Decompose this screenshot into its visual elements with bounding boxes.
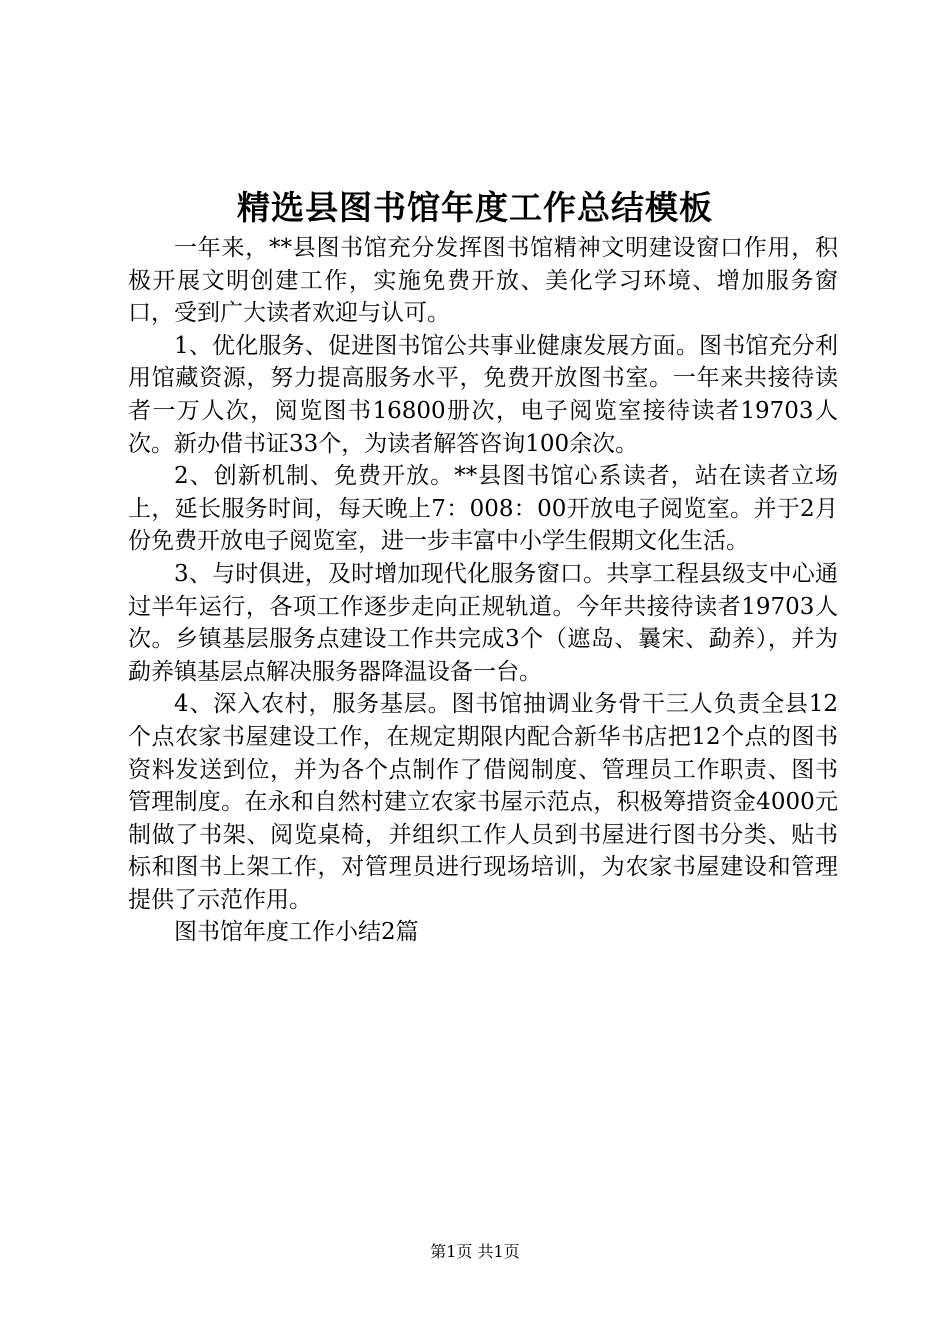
paragraph-item-2: 2、创新机制、免费开放。**县图书馆心系读者，站在读者立场上，延长服务时间，每天晚上7：008：00开放电子阅览室。并于2月份免费开放电子阅览室，进一步丰富中小学生假期文化生活。: [128, 463, 838, 555]
document-body: [128, 232, 838, 949]
paragraph-item-3: 3、与时俱进，及时增加现代化服务窗口。共享工程县级支中心通过半年运行，各项工作逐步走向正规轨道。今年共接待读者19703人次。乡镇基层服务点建设工作共完成3个（遮岛、曩宋、勐养），并为勐养镇基层点解决服务器降温设备一台。: [128, 560, 838, 685]
paragraph-item-1: 1、优化服务、促进图书馆公共事业健康发展方面。图书馆充分利用馆藏资源，努力提高服务水平，免费开放图书室。一年来共接待读者一万人次，阅览图书16800册次，电子阅览室接待读者19703人次。新办借书证33个，为读者解答咨询100余次。: [128, 332, 838, 457]
paragraph-closing: 图书馆年度工作小结2篇: [174, 919, 419, 946]
page-footer: 第1页 共1页: [430, 1242, 520, 1261]
document-title: 精选县图书馆年度工作总结模板: [237, 188, 713, 227]
paragraph-item-4: 4、深入农村，服务基层。图书馆抽调业务骨干三人负责全县12个点农家书屋建设工作，在规定期限内配合新华书店把12个点的图书资料发送到位，并为各个点制作了借阅制度、管理员工作职责、图书管理制度。在永和自然村建立农家书屋示范点，积极筹措资金4000元制做了书架、阅览桌椅，并组织工作人员到书屋进行图书分类、贴书标和图书上架工作，对管理员进行现场培训，为农家书屋建设和管理提供了示范作用。: [128, 691, 838, 913]
paragraph-intro: 一年来，**县图书馆充分发挥图书馆精神文明建设窗口作用，积极开展文明创建工作，实施免费开放、美化学习环境、增加服务窗口，受到广大读者欢迎与认可。: [128, 235, 838, 327]
